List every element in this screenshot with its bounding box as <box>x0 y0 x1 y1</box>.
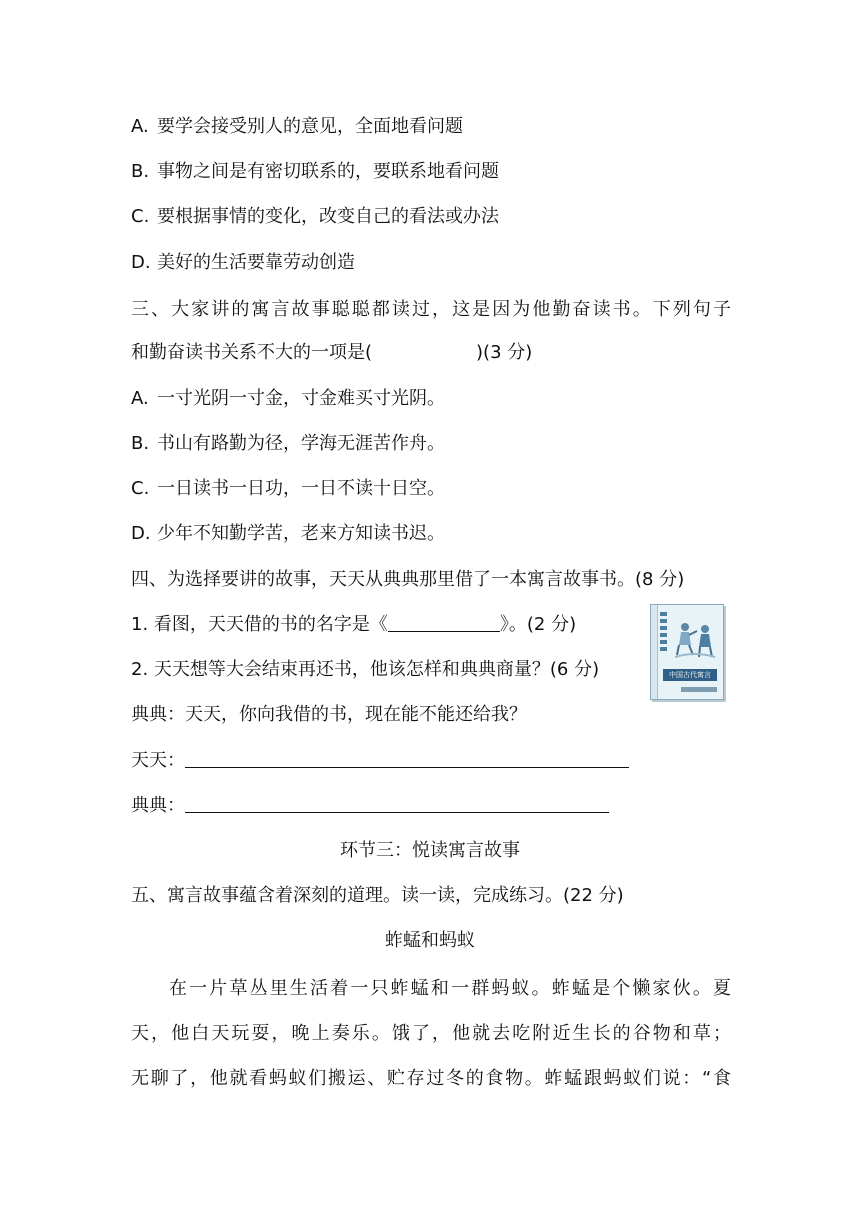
q2-option-a <box>131 114 463 140</box>
speaker-label: 天天： <box>131 750 185 771</box>
book-cover-image <box>650 604 724 700</box>
reply-diandian <box>131 793 609 819</box>
reply-tiantian-blank[interactable] <box>185 749 629 768</box>
book-publisher-strip <box>681 687 717 692</box>
section-title: 环节三：悦读寓言故事 <box>340 840 520 861</box>
option-text: 事物之间是有密切联系的，要联系地看问题 <box>157 161 499 182</box>
dialogue-diandian-ask: 典典：天天，你向我借的书，现在能不能还给我？ <box>131 704 527 725</box>
option-text: 少年不知勤学苦，老来方知读书迟。 <box>157 523 445 544</box>
book-illustration-icon <box>673 617 717 661</box>
option-text: 一日读书一日功，一日不读十日空。 <box>157 478 445 499</box>
q4-item1-text: 1. 看图，天天借的书的名字是《 <box>131 614 388 635</box>
story-line-2: 天，他白天玩耍，晚上奏乐。饿了，他就去吃附近生长的谷物和草； <box>131 1023 731 1044</box>
q4-item1-score: 》。(2 分) <box>499 614 577 635</box>
reply-diandian-blank[interactable] <box>185 794 609 813</box>
story-line-3: 无聊了，他就看蚂蚁们搬运、贮存过冬的食物。蚱蜢跟蚂蚁们说：“食 <box>131 1068 731 1089</box>
q3-stem-text: 和勤奋读书关系不大的一项是( <box>131 342 373 363</box>
q3-option-a <box>131 386 445 412</box>
option-letter: A. <box>131 388 149 409</box>
q2-option-d <box>131 250 355 276</box>
q5-heading: 五、寓言故事蕴含着深刻的道理。读一读，完成练习。(22 分) <box>131 885 624 906</box>
option-text: 要学会接受别人的意见，全面地看问题 <box>157 116 463 137</box>
q3-option-c <box>131 476 445 502</box>
story-title: 蚱蜢和蚂蚁 <box>385 930 475 951</box>
book-name-blank[interactable] <box>388 613 500 632</box>
option-text: 一寸光阴一寸金，寸金难买寸光阴。 <box>157 388 445 409</box>
q4-item2: 2. 天天想等大会结束再还书，他该怎样和典典商量？(6 分) <box>131 659 600 680</box>
book-spine <box>651 605 658 699</box>
q2-option-c <box>131 204 499 230</box>
speaker-label: 典典： <box>131 795 185 816</box>
q3-stem-line1: 三、大家讲的寓言故事聪聪都读过，这是因为他勤奋读书。下列句子 <box>131 299 731 320</box>
book-vertical-title <box>660 612 667 652</box>
q3-option-d <box>131 521 445 547</box>
option-letter: B. <box>131 161 150 182</box>
option-text: 要根据事情的变化，改变自己的看法或办法 <box>157 206 499 227</box>
q3-option-b <box>131 431 445 457</box>
option-letter: D. <box>131 523 151 544</box>
q3-score: )(3 分) <box>476 342 533 363</box>
q4-heading: 四、为选择要讲的故事，天天从典典那里借了一本寓言故事书。(8 分) <box>131 569 685 590</box>
option-letter: B. <box>131 433 150 454</box>
option-letter: A. <box>131 116 149 137</box>
q4-item1 <box>131 612 576 638</box>
story-line-1: 在一片草丛里生活着一只蚱蜢和一群蚂蚁。蚱蜢是个懒家伙。夏 <box>169 978 731 999</box>
reply-tiantian <box>131 748 629 774</box>
option-letter: D. <box>131 252 151 273</box>
option-letter: C. <box>131 478 150 499</box>
option-text: 书山有路勤为径，学海无涯苦作舟。 <box>157 433 445 454</box>
q3-stem-line2 <box>131 340 532 366</box>
book-cover-label: 中国古代寓言 <box>663 669 717 681</box>
option-letter: C. <box>131 206 150 227</box>
option-text: 美好的生活要靠劳动创造 <box>157 252 355 273</box>
q2-option-b <box>131 159 499 185</box>
